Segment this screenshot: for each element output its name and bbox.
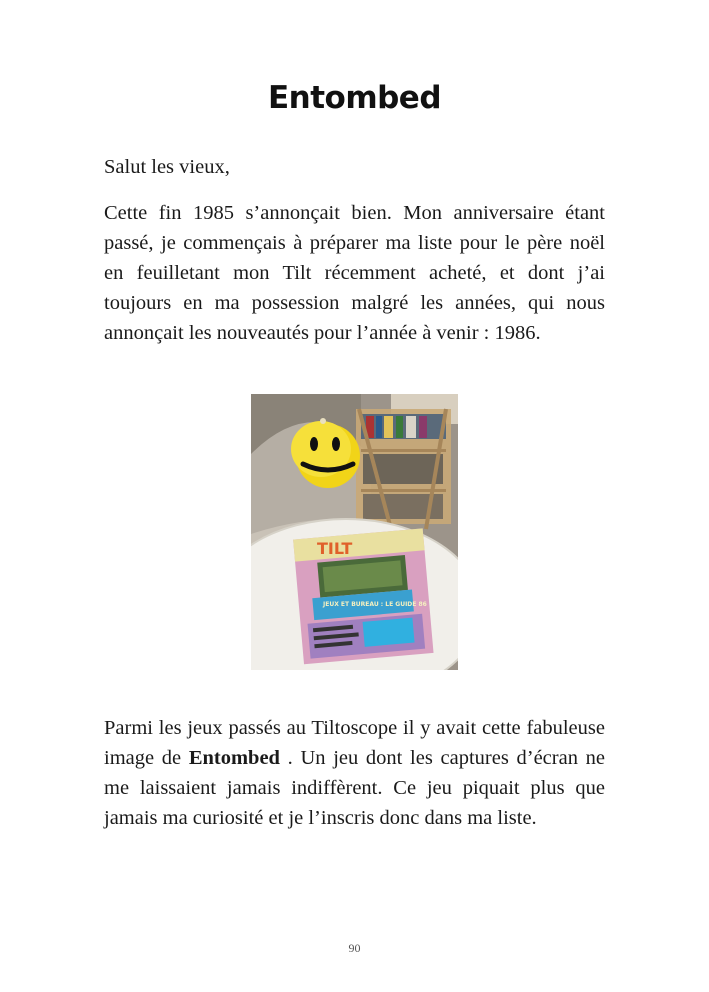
photo-pacman-plush-and-tilt-magazine bbox=[251, 394, 458, 670]
greeting-text: Salut les vieux, bbox=[104, 156, 230, 178]
paragraph-entombed-before: Parmi les jeux passés au Tiltoscope il y avait cette fabuleuse image de bbox=[104, 717, 605, 769]
magazine-banner: JEUX ET BUREAU : LE GUIDE 86 bbox=[323, 601, 427, 608]
paragraph-entombed bbox=[104, 713, 605, 833]
entombed-bold: Entombed bbox=[188, 747, 280, 769]
paragraph-intro: Cette fin 1985 s’annonçait bien. Mon anniversaire étant passé, je commençais à préparer ma liste pour le père noël en feuilletant mon Tilt récemment acheté, et dont j’ai toujours en ma possession malgré les années, qui nous annonçait les nouveautés pour l’année à venir : 1986. bbox=[104, 202, 605, 344]
page-number: 90 bbox=[348, 941, 361, 955]
paragraph-entombed-after: . Un jeu dont les captures d’écran ne me laissaient jamais indiffèrent. Ce jeu piquait plus que jamais ma curiosité et je l’inscris donc dans ma liste. bbox=[104, 747, 605, 829]
page-title: Entombed bbox=[267, 80, 442, 116]
magazine-logo: TILT bbox=[317, 539, 353, 558]
